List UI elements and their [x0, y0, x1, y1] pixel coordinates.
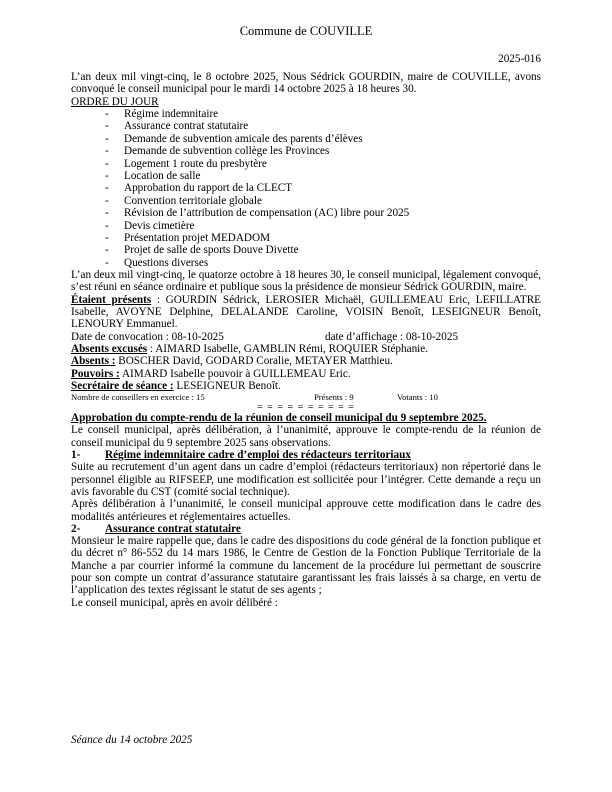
- present-members: [71, 294, 541, 331]
- document-page: [71, 24, 541, 609]
- agenda-list: [71, 108, 541, 269]
- agenda-item: - Révision de l’attribution de compensation (AC) libre pour 2025: [105, 207, 541, 219]
- present-label: Étaient présents: [71, 293, 152, 306]
- proxies: [71, 368, 541, 380]
- approval-text: Le conseil municipal, après délibération, à l’unanimité, approuve le compte-rendu de la réunion de conseil municipal du 9 septembre 2025 sans observations.: [71, 424, 541, 449]
- absent-label: Absents :: [71, 355, 116, 368]
- secretary-name: LESEIGNEUR Benoît.: [173, 379, 281, 392]
- document-reference: 2025-016: [498, 53, 541, 65]
- agenda-item: - Projet de salle de sports Douve Divette: [105, 244, 541, 256]
- display-date: date d’affichage : 08-10-2025: [325, 330, 459, 343]
- item1-number: 1-: [71, 449, 81, 462]
- convocation-paragraph: L’an deux mil vingt-cinq, le 8 octobre 2025, Nous Sédrick GOURDIN, maire de COUVILLE, avons convoqué le conseil municipal pour le mardi 14 octobre 2025 à 18 heures 30.: [71, 71, 541, 96]
- present-list: : GOURDIN Sédrick, LEROSIER Michaël, GUILLEMEAU Eric, LEFILLATRE Isabelle, AVOYNE Delphine, DELALANDE Caroline, VOISIN Benoît, LESEIGNEUR Benoît, LENOURY Emmanuel.: [71, 293, 542, 331]
- agenda-item: - Logement 1 route du presbytère: [105, 158, 541, 170]
- agenda-item: - Présentation projet MEDADOM: [105, 232, 541, 244]
- dates-row: [71, 331, 541, 343]
- secretary: [71, 380, 541, 392]
- absent-list: BOSCHER David, GODARD Coralie, METAYER Matthieu.: [115, 355, 393, 368]
- absent-members: [71, 355, 541, 367]
- agenda-item: - Convention territoriale globale: [105, 195, 541, 207]
- item2-text: Monsieur le maire rappelle que, dans le cadre des dispositions du code général de la fonction publique et du décret n° 86-552 du 14 mars 1986, le Centre de Gestion de la Fonction Publique Territoriale de la Manche a par courrier informé la commune du lancement de la procédure lui permettant de souscrire pour son compte un contrat d’assurance statutaire garantissant les frais laissés à sa charge, en vertu de l’application des textes régissant le statut de ses agents ;: [71, 535, 541, 597]
- agenda-item: - Approbation du rapport de la CLECT: [105, 182, 541, 194]
- count-voters: Votants : 10: [397, 392, 438, 403]
- agenda-heading: ORDRE DU JOUR: [71, 95, 159, 108]
- excused-label: Absents excusés: [71, 342, 148, 355]
- page-title: Commune de COUVILLE: [239, 24, 373, 38]
- agenda-item: - Assurance contrat statutaire: [105, 120, 541, 132]
- excused-members: [71, 343, 541, 355]
- separator-line: = = = = = = = = = =: [257, 402, 355, 414]
- count-present: Présents : 9: [314, 392, 354, 403]
- proxy-text: AIMARD Isabelle pouvoir à GUILLEMEAU Eric.: [119, 367, 351, 380]
- convocation-date: Date de convocation : 08-10-2025: [71, 330, 224, 343]
- item1-heading: Régime indemnitaire cadre d’emploi des rédacteurs territoriaux: [105, 449, 411, 462]
- item2-number: 2-: [71, 522, 81, 535]
- count-in-office: Nombre de conseillers en exercice : 15: [71, 392, 205, 403]
- item2-heading: Assurance contrat statutaire: [105, 522, 241, 535]
- agenda-item: - Demande de subvention amicale des parents d’élèves: [105, 133, 541, 145]
- item2-heading-row: [71, 523, 541, 535]
- item1-text: Suite au recrutement d’un agent dans un cadre d’emploi (rédacteurs territoriaux) non répertorié dans le personnel éligible au RIFSEEP, une modification est sollicitée pour l’intégrer. Cette demande a reçu un avis favorable du CST (comité social technique).: [71, 461, 541, 498]
- agenda-item: - Questions diverses: [105, 257, 541, 269]
- proxy-label: Pouvoirs :: [71, 367, 120, 380]
- agenda-item: - Devis cimetière: [105, 220, 541, 232]
- item2-decision: Le conseil municipal, après en avoir délibéré :: [71, 596, 278, 609]
- approval-heading: Approbation du compte-rendu de la réunion de conseil municipal du 9 septembre 2025.: [71, 412, 487, 425]
- agenda-item: - Demande de subvention collège les Provinces: [105, 145, 541, 157]
- agenda-item: - Régime indemnitaire: [105, 108, 541, 120]
- agenda-item: - Location de salle: [105, 170, 541, 182]
- secretary-label: Secrétaire de séance :: [71, 379, 174, 392]
- page-footer: Séance du 14 octobre 2025: [71, 734, 193, 746]
- item1-heading-row: [71, 449, 541, 461]
- excused-list: : AIMARD Isabelle, GAMBLIN Rémi, ROQUIER Stéphanie.: [147, 342, 429, 355]
- meeting-intro: L’an deux mil vingt-cinq, le quatorze octobre à 18 heures 30, le conseil municipal, légalement convoqué, s’est réuni en séance ordinaire et publique sous la présidence de monsieur Sédrick GOURDIN, maire.: [71, 269, 541, 294]
- item1-decision: Après délibération à l’unanimité, le conseil municipal approuve cette modification dans le cadre des modalités antérieures et réglementaires actuelles.: [71, 498, 541, 523]
